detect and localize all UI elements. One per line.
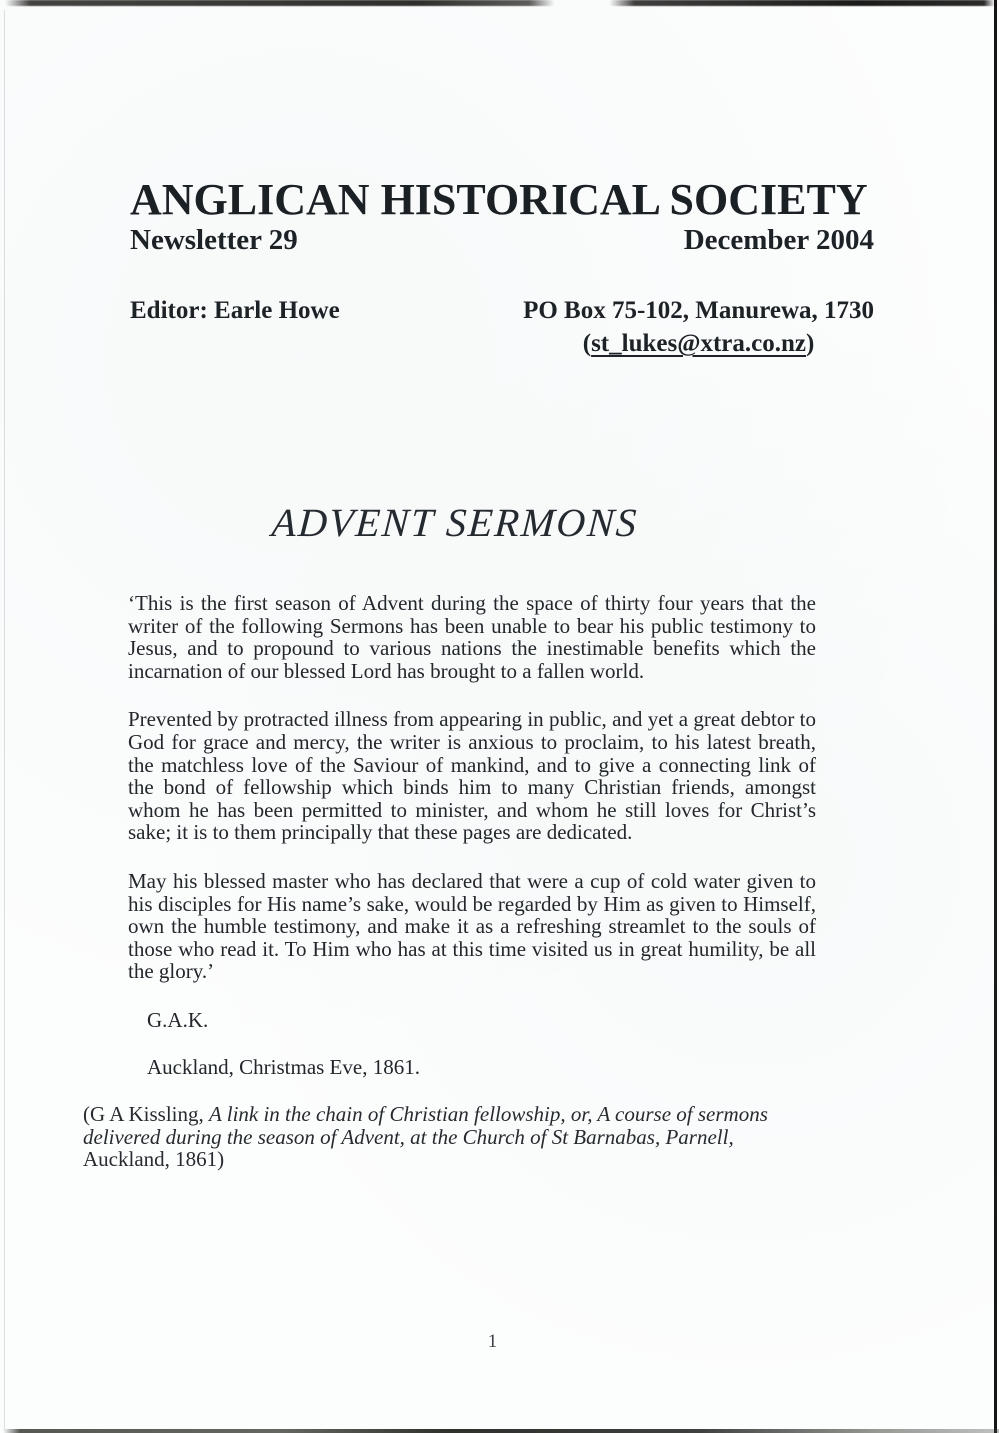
society-title: ANGLICAN HISTORICAL SOCIETY xyxy=(130,175,868,224)
scan-artifact-left-edge xyxy=(4,10,5,1430)
citation-book-title: A link in the chain of Christian fellowship, or, A course of sermons delivered during the season of Advent, at the Church of St Barnabas, Parnell, xyxy=(83,1101,768,1149)
author-initials: G.A.K. xyxy=(147,1007,209,1032)
issue-row xyxy=(130,226,874,255)
contact-block xyxy=(523,294,874,360)
scan-artifact-bottom-edge xyxy=(0,1429,999,1433)
email-line xyxy=(583,330,815,357)
po-box-address: PO Box 75-102, Manurewa, 1730 xyxy=(523,297,874,324)
paragraph-3: May his blessed master who has declared that were a cup of cold water given to his disciples for His name’s sake, would be regarded by Him as given to Himself, own the humble testimony, and make it as a refreshing streamlet to the souls of those who read it. To Him who has at this time visited us in great humility, be all the glory.’ xyxy=(128,868,816,984)
masthead xyxy=(130,175,874,360)
editor-name: Editor: Earle Howe xyxy=(130,297,340,324)
scan-artifact-right-edge xyxy=(994,0,997,1433)
article-title: ADVENT SERMONS xyxy=(270,500,640,545)
source-citation xyxy=(83,1103,819,1171)
paragraph-2: Prevented by protracted illness from appearing in public, and yet a great debtor to God for grace and mercy, the writer is anxious to proclaim, to his latest breath, the matchless love of the Saviour of mankind, and to give a connecting link of the bond of fellowship which binds him to many Christian friends, amongst whom he has been permitted to minister, and whom he still loves for Christ’s sake; it is to them principally that these pages are dedicated. xyxy=(128,707,816,845)
email-address: st_lukes@xtra.co.nz xyxy=(591,330,806,357)
paragraph-1: ‘This is the first season of Advent during the space of thirty four years that the writer of the following Sermons has been unable to bear his public testimony to Jesus, and to propound to various nations the inestimable benefits which the incarnation of our blessed Lord has brought to a fallen world. xyxy=(128,591,816,683)
article-body xyxy=(83,591,816,1172)
citation-suffix: Auckland, 1861) xyxy=(83,1147,225,1172)
scan-artifact-top-edge xyxy=(0,0,999,6)
newsletter-number: Newsletter 29 xyxy=(130,224,298,256)
dateline: Auckland, Christmas Eve, 1861. xyxy=(147,1055,420,1080)
issue-date: December 2004 xyxy=(683,224,874,256)
citation-prefix: (G A Kissling, xyxy=(83,1101,210,1126)
email-close-paren: ) xyxy=(805,330,815,357)
editor-row xyxy=(130,294,874,360)
page-number: 1 xyxy=(487,1331,498,1352)
email-open-paren: ( xyxy=(582,330,592,357)
